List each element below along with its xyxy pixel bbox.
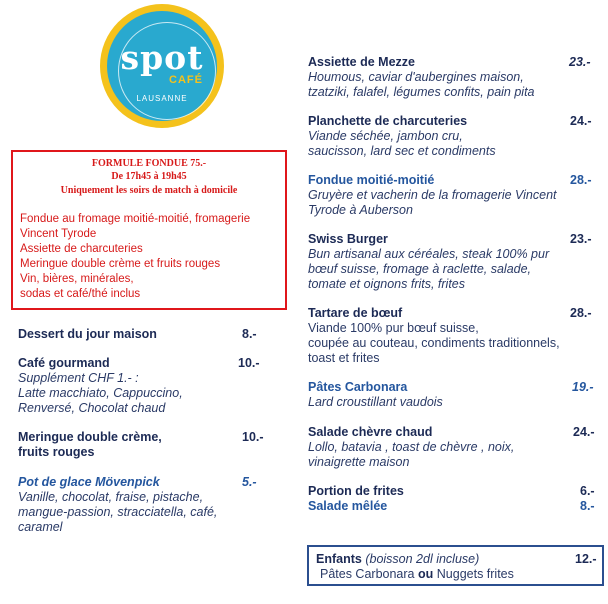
item-desc-cafe-gourmand: Latte macchiato, Cappuccino, — [18, 386, 183, 400]
item-desc-burger: tomate et oignons frits, frites — [308, 277, 466, 291]
item-title-glace: Pot de glace Mövenpick — [18, 475, 160, 489]
formule-line: sodas et café/thé inclus — [20, 288, 141, 300]
item-price-cafe-gourmand: 10.- — [238, 356, 260, 370]
item-price-meringue: 10.- — [242, 430, 264, 444]
formule-hours: De 17h45 à 19h45 — [111, 171, 187, 182]
item-desc-fondue: Tyrode à Auberson — [308, 203, 413, 217]
formule-line: Assiette de charcuteries — [20, 243, 143, 255]
item-desc-cafe-gourmand: Supplément CHF 1.- : — [18, 371, 139, 385]
formule-condition: Uniquement les soirs de match à domicile — [60, 185, 238, 196]
item-title-meringue: Meringue double crème, — [18, 430, 162, 444]
item-desc-tartare: coupée au couteau, condiments traditionnels, — [308, 336, 560, 350]
item-title-salade-chevre: Salade chèvre chaud — [308, 425, 433, 439]
item-price-glace: 5.- — [242, 475, 257, 489]
item-title-meringue: fruits rouges — [18, 445, 95, 459]
item-desc-mezze: tzatziki, falafel, légumes confits, pain pita — [308, 85, 535, 99]
item-title-salade-melee: Salade mêlée — [308, 499, 388, 513]
formule-line: Vincent Tyrode — [20, 228, 97, 240]
formule-line: Fondue au fromage moitié-moitié, fromagerie — [20, 213, 251, 225]
enfants-or: ou — [418, 567, 434, 581]
item-desc-tartare: Viande 100% pur bœuf suisse, — [308, 321, 479, 335]
item-title-tartare: Tartare de bœuf — [308, 306, 403, 320]
item-title-burger: Swiss Burger — [308, 232, 388, 246]
item-desc-glace: mangue-passion, stracciatella, café, — [18, 505, 218, 519]
enfants-option-a: Pâtes Carbonara — [320, 567, 415, 581]
item-title-mezze: Assiette de Mezze — [308, 55, 415, 69]
item-price-dessert: 8.- — [242, 327, 257, 341]
item-price-fondue: 28.- — [570, 173, 592, 187]
item-desc-fondue: Gruyère et vacherin de la fromagerie Vincent — [308, 188, 557, 202]
item-desc-burger: bœuf suisse, fromage à raclette, salade, — [308, 262, 532, 276]
item-desc-tartare: toast et frites — [308, 351, 380, 365]
logo-sub: CAFÉ — [169, 74, 203, 86]
item-desc-glace: caramel — [18, 520, 63, 534]
item-price-tartare: 28.- — [570, 306, 592, 320]
enfants-choice — [320, 567, 514, 582]
item-desc-carbonara: Lard croustillant vaudois — [308, 395, 443, 409]
item-desc-salade-chevre: vinaigrette maison — [308, 455, 410, 469]
formule-line: Meringue double crème et fruits rouges — [20, 258, 221, 270]
item-price-mezze: 23.- — [569, 55, 591, 69]
item-title-cafe-gourmand: Café gourmand — [18, 356, 110, 370]
enfants-option-b: Nuggets frites — [436, 567, 514, 581]
item-desc-mezze: Houmous, caviar d'aubergines maison, — [308, 70, 524, 84]
logo-name: spot — [120, 38, 204, 77]
item-desc-burger: Bun artisanal aux céréales, steak 100% pur — [308, 247, 550, 261]
enfants-header — [316, 552, 479, 567]
spot-cafe-logo — [100, 4, 224, 128]
item-desc-salade-chevre: Lollo, batavia , toast de chèvre , noix, — [308, 440, 515, 454]
item-price-salade-melee: 8.- — [580, 499, 595, 513]
item-desc-charcuteries: Viande séchée, jambon cru, — [308, 129, 463, 143]
item-title-fondue: Fondue moitié-moitié — [308, 173, 435, 187]
formule-line: Vin, bières, minérales, — [20, 273, 134, 285]
logo-disc — [107, 11, 217, 121]
item-title-carbonara: Pâtes Carbonara — [308, 380, 408, 394]
enfants-price: 12.- — [575, 552, 597, 566]
item-price-carbonara: 19.- — [572, 380, 594, 394]
item-price-burger: 23.- — [570, 232, 592, 246]
item-price-salade-chevre: 24.- — [573, 425, 595, 439]
formule-title: FORMULE FONDUE 75.- — [91, 158, 207, 169]
logo-city: LAUSANNE — [136, 94, 188, 103]
item-desc-glace: Vanille, chocolat, fraise, pistache, — [18, 490, 204, 504]
formule-fondue-box — [11, 150, 287, 310]
enfants-box — [307, 545, 604, 586]
item-desc-cafe-gourmand: Renversé, Chocolat chaud — [18, 401, 166, 415]
item-title-dessert: Dessert du jour maison — [18, 327, 157, 341]
item-price-frites: 6.- — [580, 484, 595, 498]
enfants-title: Enfants — [316, 552, 362, 566]
item-title-charcuteries: Planchette de charcuteries — [308, 114, 468, 128]
item-title-frites: Portion de frites — [308, 484, 404, 498]
enfants-note: (boisson 2dl incluse) — [365, 552, 480, 566]
item-desc-charcuteries: saucisson, lard sec et condiments — [308, 144, 496, 158]
item-price-charcuteries: 24.- — [570, 114, 592, 128]
